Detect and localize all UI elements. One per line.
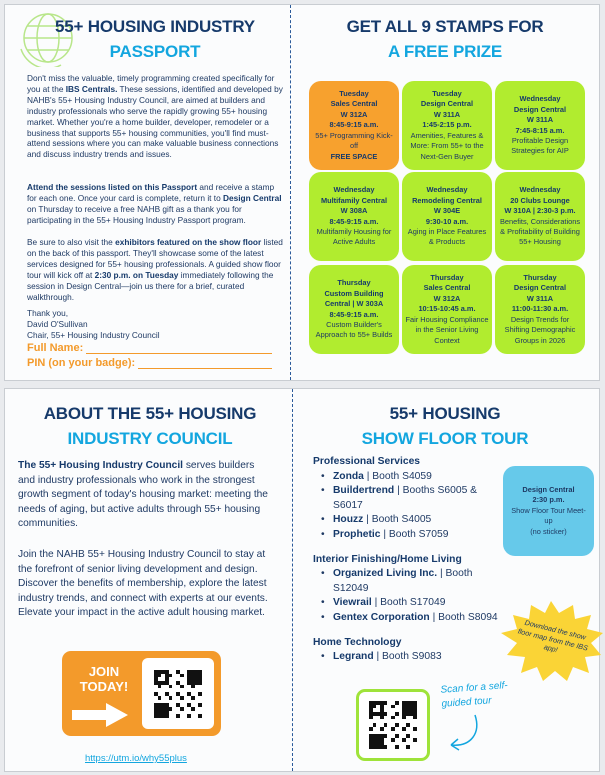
- join-today-button[interactable]: JOIN TODAY!: [62, 651, 221, 736]
- scan-text: Scan for a self-guided tour: [440, 680, 509, 710]
- exhibitor-item: • Prophetic | Booth S7059: [313, 528, 508, 543]
- stamp-tile: Wednesday Remodeling Central W 304E 9:30-10 a.m. Aging in Place Features & Products: [402, 172, 492, 261]
- intro-paragraph: Don't miss the valuable, timely programming created specifically for you at the IBS Centrals. These sessions, identified and developed by NAHB's 55+ Housing Industry Council, are aimed at builders and industry professionals who serve the rapidly growing 55+ housing market. Whether you're a home builder, developer, remodeler or a business that supports 55+ housing communities, you'll find must-attend sessions where you can make valuable business connections and discuss industry trends and issues.: [27, 73, 283, 160]
- stamps-title: GET ALL 9 STAMPS FOR: [346, 17, 544, 36]
- signer-name: David O'Sullivan: [27, 318, 88, 329]
- passport-title: 55+ HOUSING INDUSTRY: [55, 17, 255, 36]
- curved-arrow-icon: [445, 711, 485, 753]
- stamp-tile: Thursday Design Central W 311A 11:00-11:30 a.m. Design Trends for Shifting Demographic Groups in 2026: [495, 265, 585, 354]
- stamp-tile: Thursday Custom Building Central | W 303A 8:45-9:15 a.m. Custom Builder's Approach to 55+ Builds: [309, 265, 399, 354]
- meetup-box: Design Central 2:30 p.m. Show Floor Tour Meet-up (no sticker): [503, 466, 594, 556]
- signature-block: [27, 308, 285, 341]
- starburst-text: Download the show floor map from the IBS app!: [517, 617, 590, 655]
- passport-back-card: [4, 388, 600, 772]
- stamp-tile: Wednesday Multifamily Central W 308A 8:45-9:15 a.m. Multifamily Housing for Active Adults: [309, 172, 399, 261]
- council-join-paragraph: Join the NAHB 55+ Housing Industry Council to stay at the forefront of senior living development and design. Discover the benefits of membership, explore the latest industry trends, and connect with experts at our events. Elevate your impact in the active adult housing market.: [18, 549, 268, 619]
- category-heading: Home Technology: [313, 636, 402, 648]
- tour-title: 55+ HOUSING: [389, 404, 501, 423]
- pin-field[interactable]: PIN (on your badge):: [27, 357, 272, 369]
- exhibitors-paragraph: Be sure to also visit the exhibitors featured on the show floor listed on the back of this passport. They'll showcase some of the latest services designed for 55+ housing professionals. A guided show floor tour will kick off at 2:30 p.m. on Tuesday immediately following the session in Design Central—join us there for a brief, curated walkthrough.: [27, 237, 283, 302]
- arrow-right-icon: [70, 701, 130, 729]
- perforation-divider: [290, 5, 291, 380]
- full-name-field[interactable]: Full Name:: [27, 342, 272, 354]
- stamp-tile: Wednesday 20 Clubs Lounge W 310A | 2:30-3 p.m. Benefits, Considerations & Profitability of Building 55+ Housing: [495, 172, 585, 261]
- passport-front-card: [4, 4, 600, 381]
- stamp-tile: Thursday Sales Central W 312A 10:15-10:45 a.m. Fair Housing Compliance in the Senior Living Context: [402, 265, 492, 354]
- council-title: ABOUT THE 55+ HOUSING: [43, 404, 257, 423]
- council-subtitle: INDUSTRY COUNCIL: [67, 429, 233, 448]
- attend-paragraph: Attend the sessions listed on this Passport and receive a stamp for each one. Once your card is complete, return it to Design Central on Thursday to receive a free NAHB gift as a thank you for participating in the 55+ Housing Industry Passport program.: [27, 182, 282, 225]
- exhibitor-item: • Viewrail | Booth S17049: [313, 596, 508, 611]
- council-intro: The 55+ Housing Industry Council serves builders and industry professionals who work in the strongest growth segment of today's housing market: meeting the needs of aging, but active adults through 55+ housing communities.: [18, 460, 268, 530]
- tour-subtitle: SHOW FLOOR TOUR: [361, 429, 529, 448]
- stamps-subtitle: A FREE PRIZE: [387, 42, 503, 61]
- council-link[interactable]: https://utm.io/why55plus: [85, 753, 187, 764]
- signer-title: Chair, 55+ Housing Industry Council: [27, 329, 160, 340]
- exhibitor-item: • Zonda | Booth S4059: [313, 470, 508, 485]
- stamp-tile: Tuesday Design Central W 311A 1:45-2:15 p.m. Amenities, Features & More: From 55+ to the Next-Gen Buyer: [402, 81, 492, 170]
- stamp-tile: Tuesday Sales Central W 312A 8:45-9:15 a.m. 55+ Programming Kick-off FREE SPACE: [309, 81, 399, 170]
- tour-qr-code[interactable]: [356, 689, 430, 761]
- passport-subtitle: PASSPORT: [109, 42, 201, 61]
- stamp-tile: Wednesday Design Central W 311A 7:45-8:15 a.m. Profitable Design Strategies for AIP: [495, 81, 585, 170]
- exhibitor-item: • Houzz | Booth S4005: [313, 513, 508, 528]
- exhibitor-item: • Organized Living Inc. | Booth S12049: [313, 567, 508, 596]
- join-qr-code[interactable]: [142, 658, 214, 729]
- exhibitor-item: • Legrand | Booth S9083: [313, 650, 508, 665]
- category-heading: Professional Services: [313, 456, 421, 467]
- category-heading: Interior Finishing/Home Living: [313, 553, 462, 565]
- exhibitor-list: [313, 455, 508, 675]
- signoff: Thank you,: [27, 308, 69, 318]
- exhibitor-item: • Buildertrend | Booths S6005 & S6017: [313, 484, 508, 513]
- perforation-divider: [292, 389, 293, 771]
- exhibitor-item: • Gentex Corporation | Booth S8094: [313, 611, 508, 626]
